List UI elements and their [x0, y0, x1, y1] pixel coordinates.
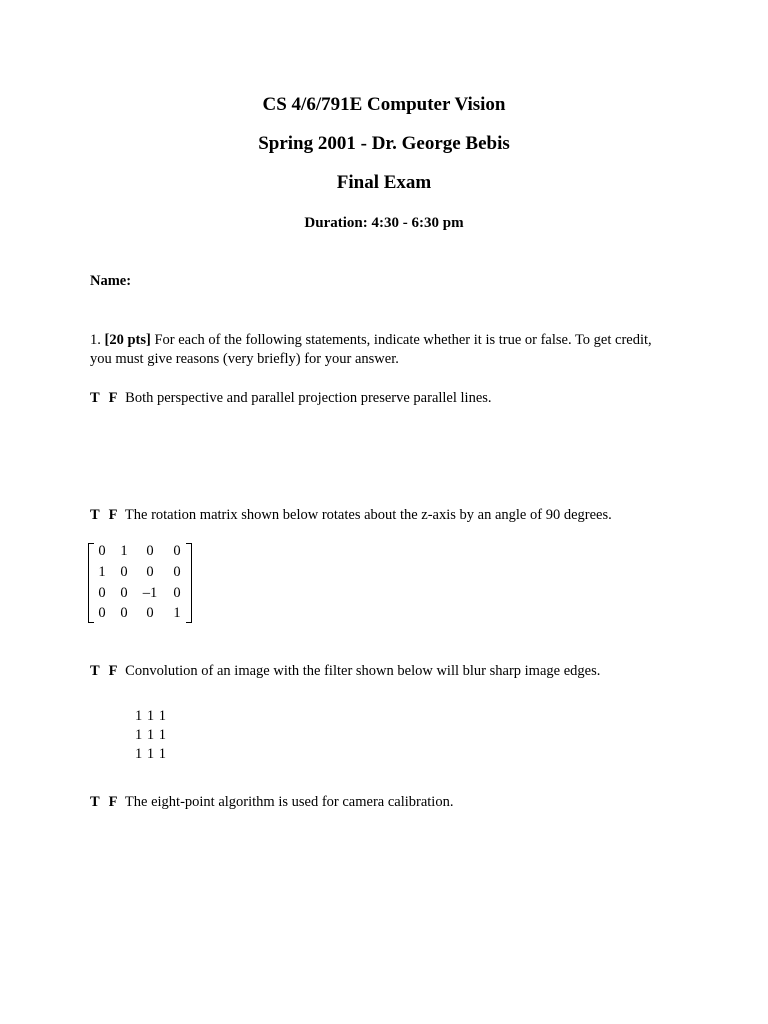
matrix-cell: 1	[173, 605, 181, 621]
false-marker: F	[108, 390, 118, 406]
false-marker: F	[108, 663, 118, 679]
statement-text: The eight-point algorithm is used for camera calibration.	[124, 794, 454, 810]
matrix-cell: 0	[146, 564, 154, 580]
question-1-instructions-line-2: you must give reasons (very briefly) for your answer.	[90, 351, 399, 367]
matrix-cell: 0	[120, 585, 128, 601]
statement-text: Both perspective and parallel projection preserve parallel lines.	[125, 390, 492, 406]
exam-duration: Duration: 4:30 - 6:30 pm	[304, 215, 464, 231]
rotation-matrix	[88, 541, 192, 623]
name-label: Name:	[90, 273, 132, 289]
question-number: 1.	[90, 332, 101, 348]
false-marker: F	[108, 507, 118, 523]
filter-row: 1 1 1	[135, 727, 167, 743]
exam-title: Final Exam	[336, 172, 432, 193]
false-marker: F	[108, 794, 118, 810]
matrix-cell: 0	[173, 564, 181, 580]
true-marker: T	[90, 507, 100, 523]
matrix-cell: 0	[120, 605, 128, 621]
matrix-cell: 0	[173, 543, 181, 559]
statement-3	[90, 661, 600, 681]
matrix-cell: 1	[120, 543, 128, 559]
true-marker: T	[90, 663, 100, 679]
statement-text: The rotation matrix shown below rotates about the z-axis by an angle of 90 degrees.	[124, 507, 612, 523]
matrix-cell: 0	[98, 585, 106, 601]
statement-text: Convolution of an image with the filter shown below will blur sharp image edges.	[125, 663, 601, 679]
statement-1	[90, 388, 492, 408]
course-title: CS 4/6/791E Computer Vision	[262, 94, 506, 115]
matrix-cell: 0	[173, 585, 181, 601]
instructions-text: For each of the following statements, indicate whether it is true or false. To get credit,	[154, 332, 652, 348]
statement-4	[90, 792, 453, 812]
question-1-instructions-line-1	[90, 330, 652, 350]
matrix-cell: 1	[98, 564, 106, 580]
filter-row: 1 1 1	[135, 746, 167, 762]
matrix-cell: 0	[98, 543, 106, 559]
matrix-cell: 0	[98, 605, 106, 621]
question-points: [20 pts]	[104, 332, 151, 348]
true-marker: T	[90, 794, 100, 810]
true-marker: T	[90, 390, 100, 406]
filter-row: 1 1 1	[135, 708, 167, 724]
matrix-cell: 0	[120, 564, 128, 580]
matrix-cell: –1	[142, 585, 158, 601]
term-instructor: Spring 2001 - Dr. George Bebis	[258, 133, 510, 154]
statement-2	[90, 505, 612, 525]
matrix-cell: 0	[146, 543, 154, 559]
matrix-cell: 0	[146, 605, 154, 621]
